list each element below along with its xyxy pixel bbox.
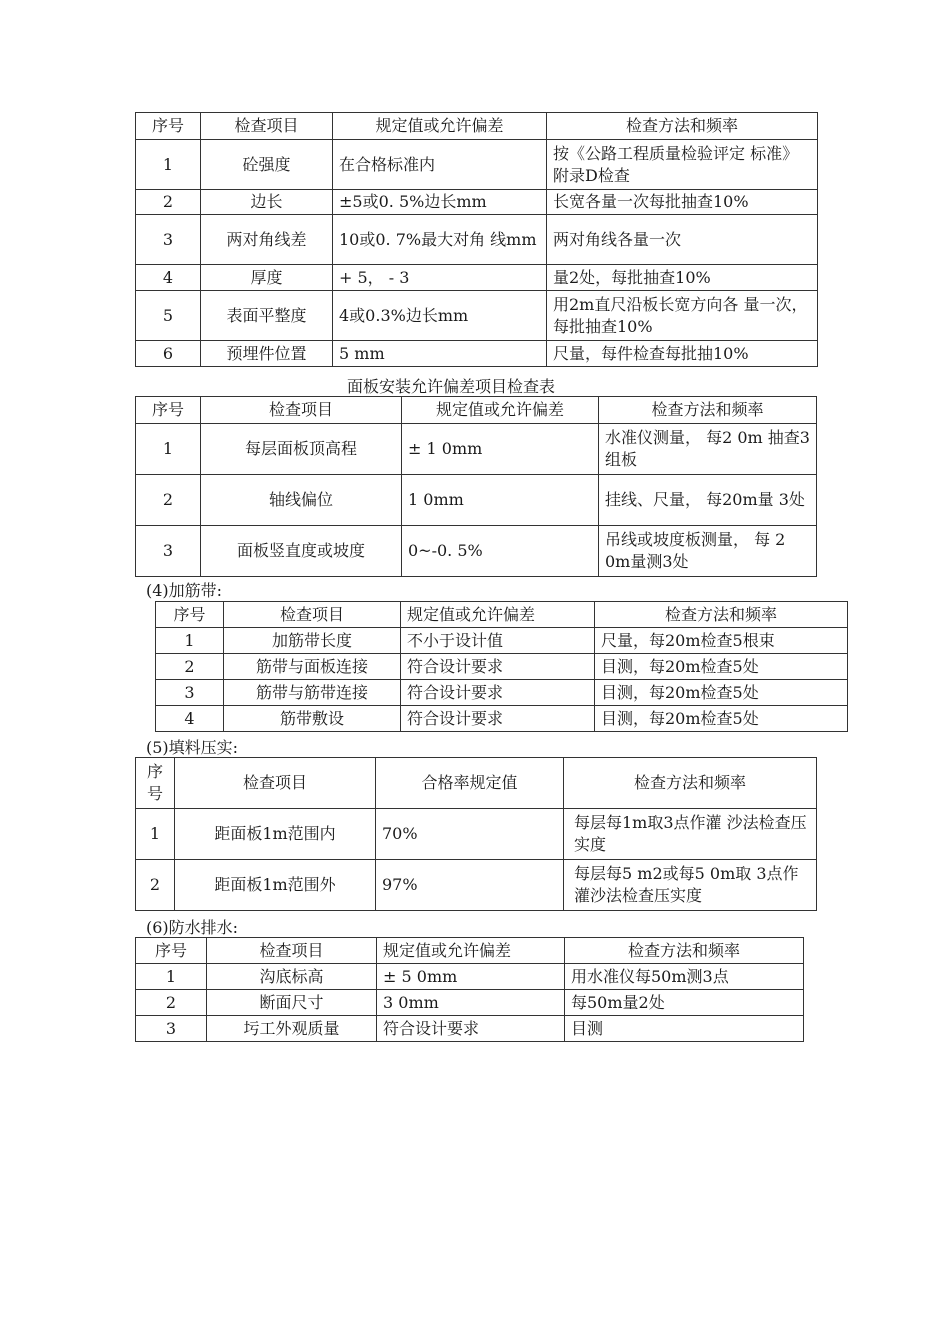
table-cell: 3 [136, 215, 201, 265]
table-row [136, 190, 818, 215]
table-row [136, 860, 817, 911]
table-cell: 5 [136, 291, 201, 341]
header-cell: 检查方法和频率 [564, 758, 817, 809]
table-cell: 2 [136, 475, 201, 526]
table-cell: + 5， - 3 [333, 265, 547, 291]
header-cell: 序号 [136, 758, 175, 809]
header-cell: 检查项目 [201, 113, 333, 140]
table-cell: 筋带敷设 [224, 706, 401, 732]
table-cell: 轴线偏位 [201, 475, 402, 526]
table-cell: 筋带与面板连接 [224, 654, 401, 680]
table-cell: 两对角线各量一次 [547, 215, 818, 265]
table-cell: 目测 [565, 1016, 804, 1042]
table-cell: 符合设计要求 [401, 654, 595, 680]
table-row [136, 265, 818, 291]
table-cell: 砼强度 [201, 140, 333, 190]
table-row [136, 140, 818, 190]
table-cell: 预埋件位置 [201, 341, 333, 367]
header-cell: 序号 [136, 938, 207, 964]
table-row [136, 424, 817, 475]
fill-compaction-title: (5)填料压实: [146, 738, 239, 757]
table-cell: 长宽各量一次每批抽查10% [547, 190, 818, 215]
table-cell: 不小于设计值 [401, 628, 595, 654]
table-cell: 目测，每20m检查5处 [595, 654, 848, 680]
table-cell: 量2处，每批抽查10% [547, 265, 818, 291]
header-cell: 规定值或允许偏差 [402, 397, 599, 424]
table-cell: 距面板1m范围外 [175, 860, 376, 911]
table-row [156, 654, 848, 680]
table-cell: 吊线或坡度板测量， 每 2 0m量测3处 [599, 526, 817, 577]
table-cell: 1 [136, 140, 201, 190]
table-cell: 尺量，每件检查每批抽10% [547, 341, 818, 367]
table-cell: 每50m量2处 [565, 990, 804, 1016]
table-row [136, 809, 817, 860]
table-cell: 用水准仪每50m测3点 [565, 964, 804, 990]
header-cell: 规定值或允许偏差 [377, 938, 565, 964]
table-cell: 1 [136, 424, 201, 475]
header-cell: 检查方法和频率 [565, 938, 804, 964]
table-cell: 2 [156, 654, 224, 680]
table-cell: 5 mm [333, 341, 547, 367]
table-row [156, 680, 848, 706]
table-cell: 6 [136, 341, 201, 367]
header-cell: 检查项目 [201, 397, 402, 424]
header-cell: 检查方法和频率 [547, 113, 818, 140]
table-row [136, 964, 804, 990]
table-cell: 1 [136, 964, 207, 990]
table-row [136, 291, 818, 341]
panel-install-table-title: 面板安装允许偏差项目检查表 [347, 377, 556, 396]
table-cell: 1 [136, 809, 175, 860]
table-cell: 尺量，每20m检查5根束 [595, 628, 848, 654]
header-cell: 序号 [156, 602, 224, 628]
table-row [156, 706, 848, 732]
table-cell: 按《公路工程质量检验评定 标准》附录D检查 [547, 140, 818, 190]
table-header-row [136, 758, 817, 809]
table-cell: 目测，每20m检查5处 [595, 706, 848, 732]
precast-panel-table [135, 112, 818, 367]
table-header-row [136, 938, 804, 964]
table-cell: 0~-0. 5% [402, 526, 599, 577]
table-cell: 断面尺寸 [207, 990, 377, 1016]
table-cell: 1 [156, 628, 224, 654]
table-cell: 2 [136, 860, 175, 911]
header-cell: 检查方法和频率 [599, 397, 817, 424]
header-cell: 检查项目 [224, 602, 401, 628]
table-cell: 4或0.3%边长mm [333, 291, 547, 341]
table-cell: 3 [156, 680, 224, 706]
header-cell: 合格率规定值 [376, 758, 564, 809]
header-cell: 检查项目 [207, 938, 377, 964]
table-cell: 70% [376, 809, 564, 860]
drainage-title: (6)防水排水: [146, 918, 239, 937]
header-cell: 序号 [136, 113, 201, 140]
table-row [136, 341, 818, 367]
drainage-table [135, 937, 804, 1042]
table-cell: 10或0. 7%最大对角 线mm [333, 215, 547, 265]
table-cell: 距面板1m范围内 [175, 809, 376, 860]
table-cell: 筋带与筋带连接 [224, 680, 401, 706]
table-row [136, 215, 818, 265]
table-cell: 面板竖直度或坡度 [201, 526, 402, 577]
table-cell: 每层每5 m2或每5 0m取 3点作灌沙法检查压实度 [564, 860, 817, 911]
table-cell: 用2m直尺沿板长宽方向各 量一次，每批抽查10% [547, 291, 818, 341]
table-cell: 加筋带长度 [224, 628, 401, 654]
table-cell: 挂线、尺量， 每20m量 3处 [599, 475, 817, 526]
table-cell: 目测，每20m检查5处 [595, 680, 848, 706]
table-cell: ± 1 0mm [402, 424, 599, 475]
table-row [136, 526, 817, 577]
table-cell: 沟底标高 [207, 964, 377, 990]
reinforcing-strip-table [155, 601, 848, 732]
table-cell: 97% [376, 860, 564, 911]
header-cell: 检查方法和频率 [595, 602, 848, 628]
table-cell: 圬工外观质量 [207, 1016, 377, 1042]
table-cell: 两对角线差 [201, 215, 333, 265]
table-cell: 符合设计要求 [401, 680, 595, 706]
panel-install-table [135, 396, 817, 577]
header-cell: 规定值或允许偏差 [401, 602, 595, 628]
table-header-row [156, 602, 848, 628]
table-cell: 4 [136, 265, 201, 291]
table-cell: 2 [136, 990, 207, 1016]
table-cell: 边长 [201, 190, 333, 215]
table-cell: 厚度 [201, 265, 333, 291]
fill-compaction-table [135, 757, 817, 911]
table-header-row [136, 113, 818, 140]
table-cell: 2 [136, 190, 201, 215]
table-row [136, 990, 804, 1016]
table-row [156, 628, 848, 654]
header-cell: 序号 [136, 397, 201, 424]
reinforcing-strip-title: (4)加筋带: [146, 581, 223, 600]
table-row [136, 1016, 804, 1042]
table-cell: 4 [156, 706, 224, 732]
table-cell: ±5或0. 5%边长mm [333, 190, 547, 215]
table-cell: 3 [136, 526, 201, 577]
header-cell: 规定值或允许偏差 [333, 113, 547, 140]
table-cell: 3 [136, 1016, 207, 1042]
table-cell: 1 0mm [402, 475, 599, 526]
table-cell: 符合设计要求 [401, 706, 595, 732]
table-header-row [136, 397, 817, 424]
table-cell: 水准仪测量， 每2 0m 抽查3组板 [599, 424, 817, 475]
table-row [136, 475, 817, 526]
table-cell: 每层每1m取3点作灌 沙法检查压实度 [564, 809, 817, 860]
header-cell: 检查项目 [175, 758, 376, 809]
table-cell: ± 5 0mm [377, 964, 565, 990]
table-cell: 在合格标准内 [333, 140, 547, 190]
table-cell: 符合设计要求 [377, 1016, 565, 1042]
table-cell: 表面平整度 [201, 291, 333, 341]
table-cell: 3 0mm [377, 990, 565, 1016]
table-cell: 每层面板顶高程 [201, 424, 402, 475]
